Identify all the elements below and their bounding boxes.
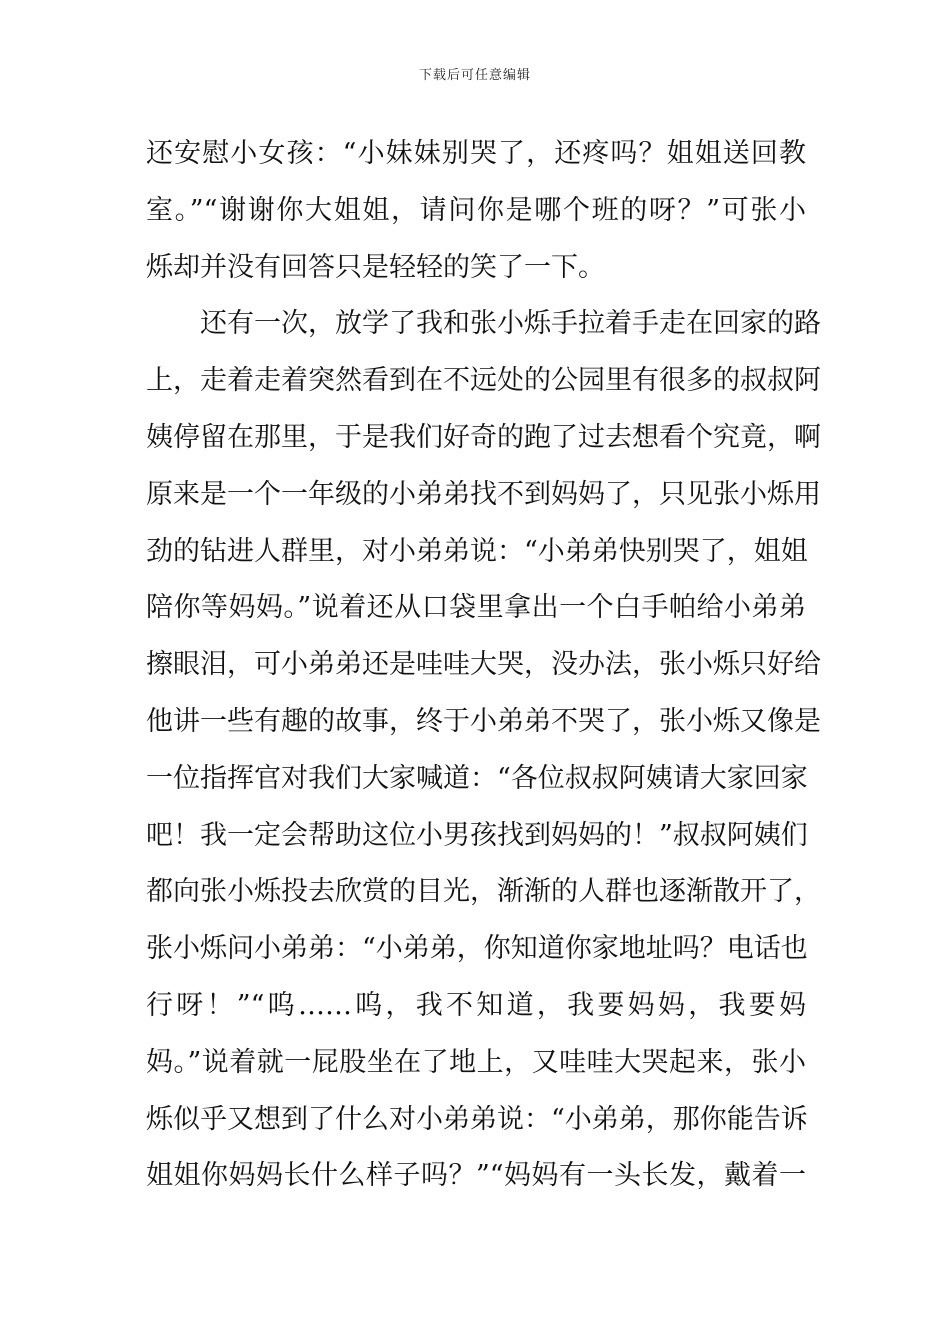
text-line: 一位指挥官对我们大家喊道：“各位叔叔阿姨请大家回家: [146, 762, 808, 794]
paragraph-2: [146, 296, 821, 1262]
text-line: 姐姐你妈妈长什么样子吗？”“妈妈有一头长发，戴着一: [146, 1160, 806, 1192]
document-body: [146, 126, 821, 1262]
text-line: 烁似乎又想到了什么对小弟弟说：“小弟弟，那你能告诉: [146, 1103, 808, 1135]
text-line: 擦眼泪，可小弟弟还是哇哇大哭，没办法，张小烁只好给: [146, 649, 821, 681]
text-line: 他讲一些有趣的故事，终于小弟弟不哭了，张小烁又像是: [146, 705, 821, 737]
text-line: 室。”“谢谢你大姐姐，请问你是哪个班的呀？”可张小: [146, 194, 806, 226]
text-line: [146, 1205, 806, 1262]
text-line: 姨停留在那里，于是我们好奇的跑了过去想看个究竟，啊: [146, 421, 821, 453]
text-line: 原来是一个一年级的小弟弟找不到妈妈了，只见张小烁用: [146, 478, 821, 510]
text-line: 还有一次，放学了我和张小烁手拉着手走在回家的路: [200, 308, 821, 340]
text-line: 还安慰小女孩：“小妹妹别哭了，还疼吗？姐姐送回教: [146, 138, 806, 169]
text-line: 妈。”说着就一屁股坐在了地上，又哇哇大哭起来，张小: [146, 1046, 806, 1078]
text-line: 吧！我一定会帮助这位小男孩找到妈妈的！”叔叔阿姨们: [146, 819, 808, 851]
text-line: 劲的钻进人群里，对小弟弟说：“小弟弟快别哭了，姐姐: [146, 535, 808, 567]
text-line: 张小烁问小弟弟：“小弟弟，你知道你家地址吗？电话也: [146, 933, 808, 965]
page-header: 下载后可任意编辑: [418, 68, 531, 83]
text-line: 行呀！”“呜……呜，我不知道，我要妈妈，我要妈: [146, 989, 806, 1021]
text-line: 烁却并没有回答只是轻轻的笑了一下。: [146, 251, 605, 283]
text-line: 上，走着走着突然看到在不远处的公园里有很多的叔叔阿: [146, 365, 821, 397]
text-line: 陪你等妈妈。”说着还从口袋里拿出一个白手帕给小弟弟: [146, 592, 806, 624]
text-line: 都向张小烁投去欣赏的目光，渐渐的人群也逐渐散开了，: [146, 876, 821, 908]
paragraph-1: [146, 126, 806, 296]
